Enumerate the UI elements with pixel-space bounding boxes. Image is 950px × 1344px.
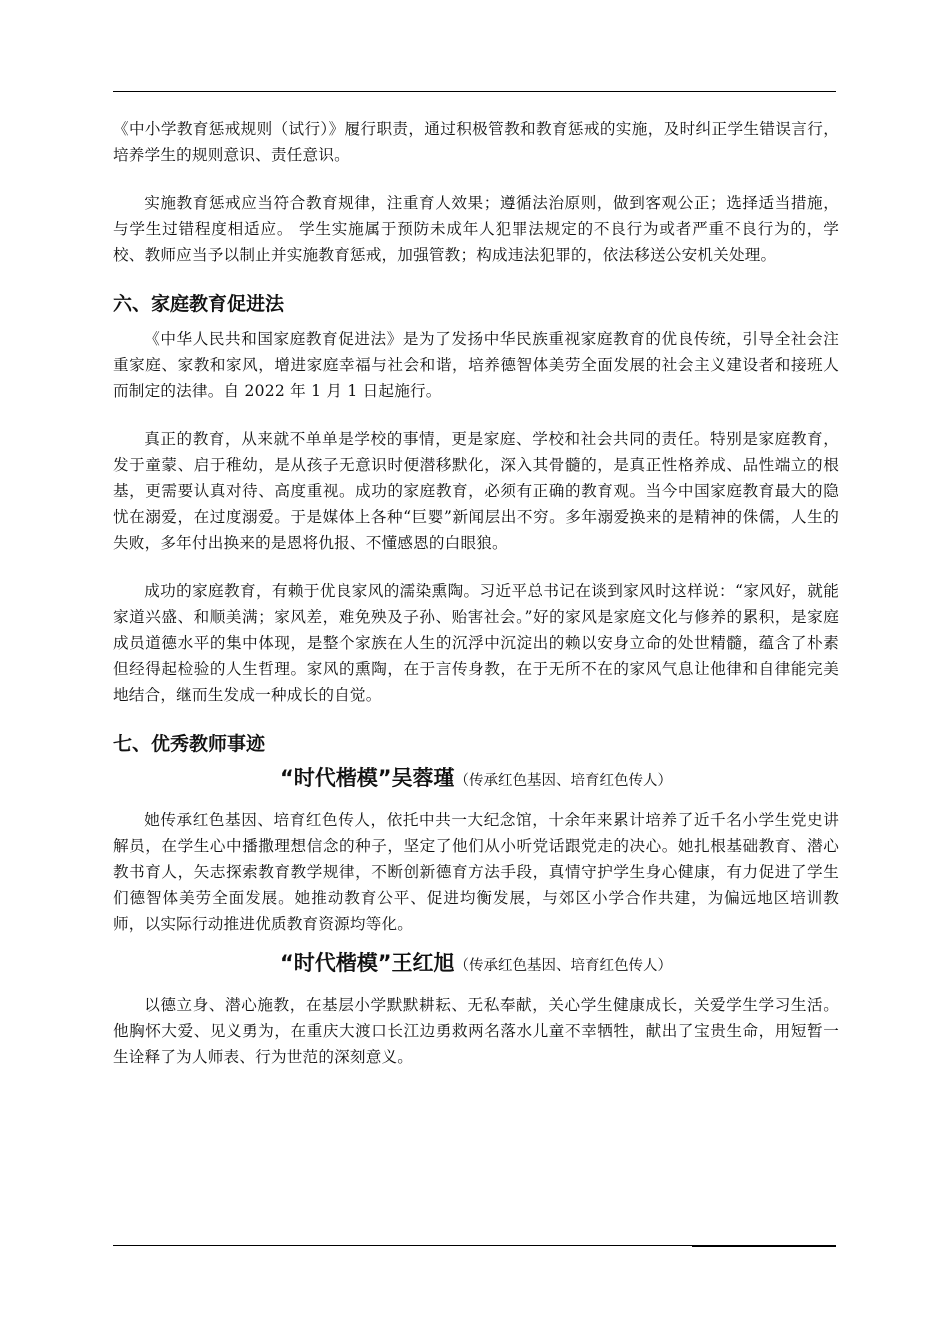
teacher-note: （传承红色基因、培育红色传人） [454, 773, 673, 789]
teacher-title-2 [113, 947, 839, 982]
section6-paragraph-3: 成功的家庭教育，有赖于优良家风的濡染熏陶。习近平总书记在谈到家风时这样说：“家风好，就能家道兴盛、和顺美满；家风差，难免殃及子孙、贻害社会。”好的家风是家庭文化与修养的累积，是家庭成员道德水平的集中体现，是整个家族在人生的沉浮中沉淀出的赖以安身立命的处世精髓，蕴含了朴素但经得起检验的人生哲理。家风的熏陶，在于言传身教，在于无所不在的家风气息让他律和自律能完美地结合，继而生发成一种成长的自觉。 [113, 582, 839, 704]
footer-rule-accent [692, 1245, 836, 1247]
document-body [113, 116, 839, 1070]
intro-paragraph-1: 《中小学教育惩戒规则（试行）》履行职责，通过积极管教和教育惩戒的实施，及时纠正学生错误言行，培养学生的规则意识、责任意识。 [113, 120, 839, 164]
teacher-name: “时代楷模”王红旭 [279, 951, 455, 975]
section6-paragraph-1: 《中华人民共和国家庭教育促进法》是为了发扬中华民族重视家庭教育的优良传统，引导全社会注重家庭、家教和家风，增进家庭幸福与社会和谐，培养德智体美劳全面发展的社会主义建设者和接班人而制定的法律。自 2022 年 1 月 1 日起施行。 [113, 330, 839, 400]
section6-paragraph-2: 真正的教育，从来就不单单是学校的事情，更是家庭、学校和社会共同的责任。特别是家庭教育，发于童蒙、启于稚幼，是从孩子无意识时便潜移默化，深入其骨髓的，是真正性格养成、品性端立的根基，更需要认真对待、高度重视。成功的家庭教育，必须有正确的教育观。当今中国家庭教育最大的隐忧在溺爱，在过度溺爱。于是媒体上各种“巨婴”新闻层出不穷。多年溺爱换来的是精神的侏儒，人生的失败，多年付出换来的是恩将仇报、不懂感恩的白眼狼。 [113, 430, 839, 552]
teacher-name: “时代楷模”吴蓉瑾 [279, 766, 455, 790]
intro-paragraph-2: 实施教育惩戒应当符合教育规律，注重育人效果；遵循法治原则，做到客观公正；选择适当措施，与学生过错程度相适应。 学生实施属于预防未成年人犯罪法规定的不良行为或者严重不良行为的，学校、教师应当予以制止并实施教育惩戒，加强管教；构成违法犯罪的，依法移送公安机关处理。 [113, 194, 839, 264]
section-heading-7: 七、优秀教师事迹 [113, 733, 266, 755]
header-rule [113, 91, 836, 92]
teacher-note: （传承红色基因、培育红色传人） [454, 958, 673, 974]
section-heading-6: 六、家庭教育促进法 [113, 293, 285, 315]
teacher-paragraph-1: 她传承红色基因、培育红色传人，依托中共一大纪念馆，十余年来累计培养了近千名小学生党史讲解员，在学生心中播撒理想信念的种子，坚定了他们从小听党话跟党走的决心。她扎根基础教育、潜心教书育人，矢志探索教育教学规律，不断创新德育方法手段，真情守护学生身心健康，有力促进了学生们德智体美劳全面发展。她推动教育公平、促进均衡发展，与郊区小学合作共建，为偏远地区培训教师，以实际行动推进优质教育资源均等化。 [113, 811, 839, 933]
teacher-paragraph-2: 以德立身、潜心施教，在基层小学默默耕耘、无私奉献，关心学生健康成长，关爱学生学习生活。他胸怀大爱、见义勇为，在重庆大渡口长江边勇救两名落水儿童不幸牺牲，献出了宝贵生命，用短暂一生诠释了为人师表、行为世范的深刻意义。 [113, 996, 839, 1066]
teacher-title-1 [113, 762, 839, 797]
